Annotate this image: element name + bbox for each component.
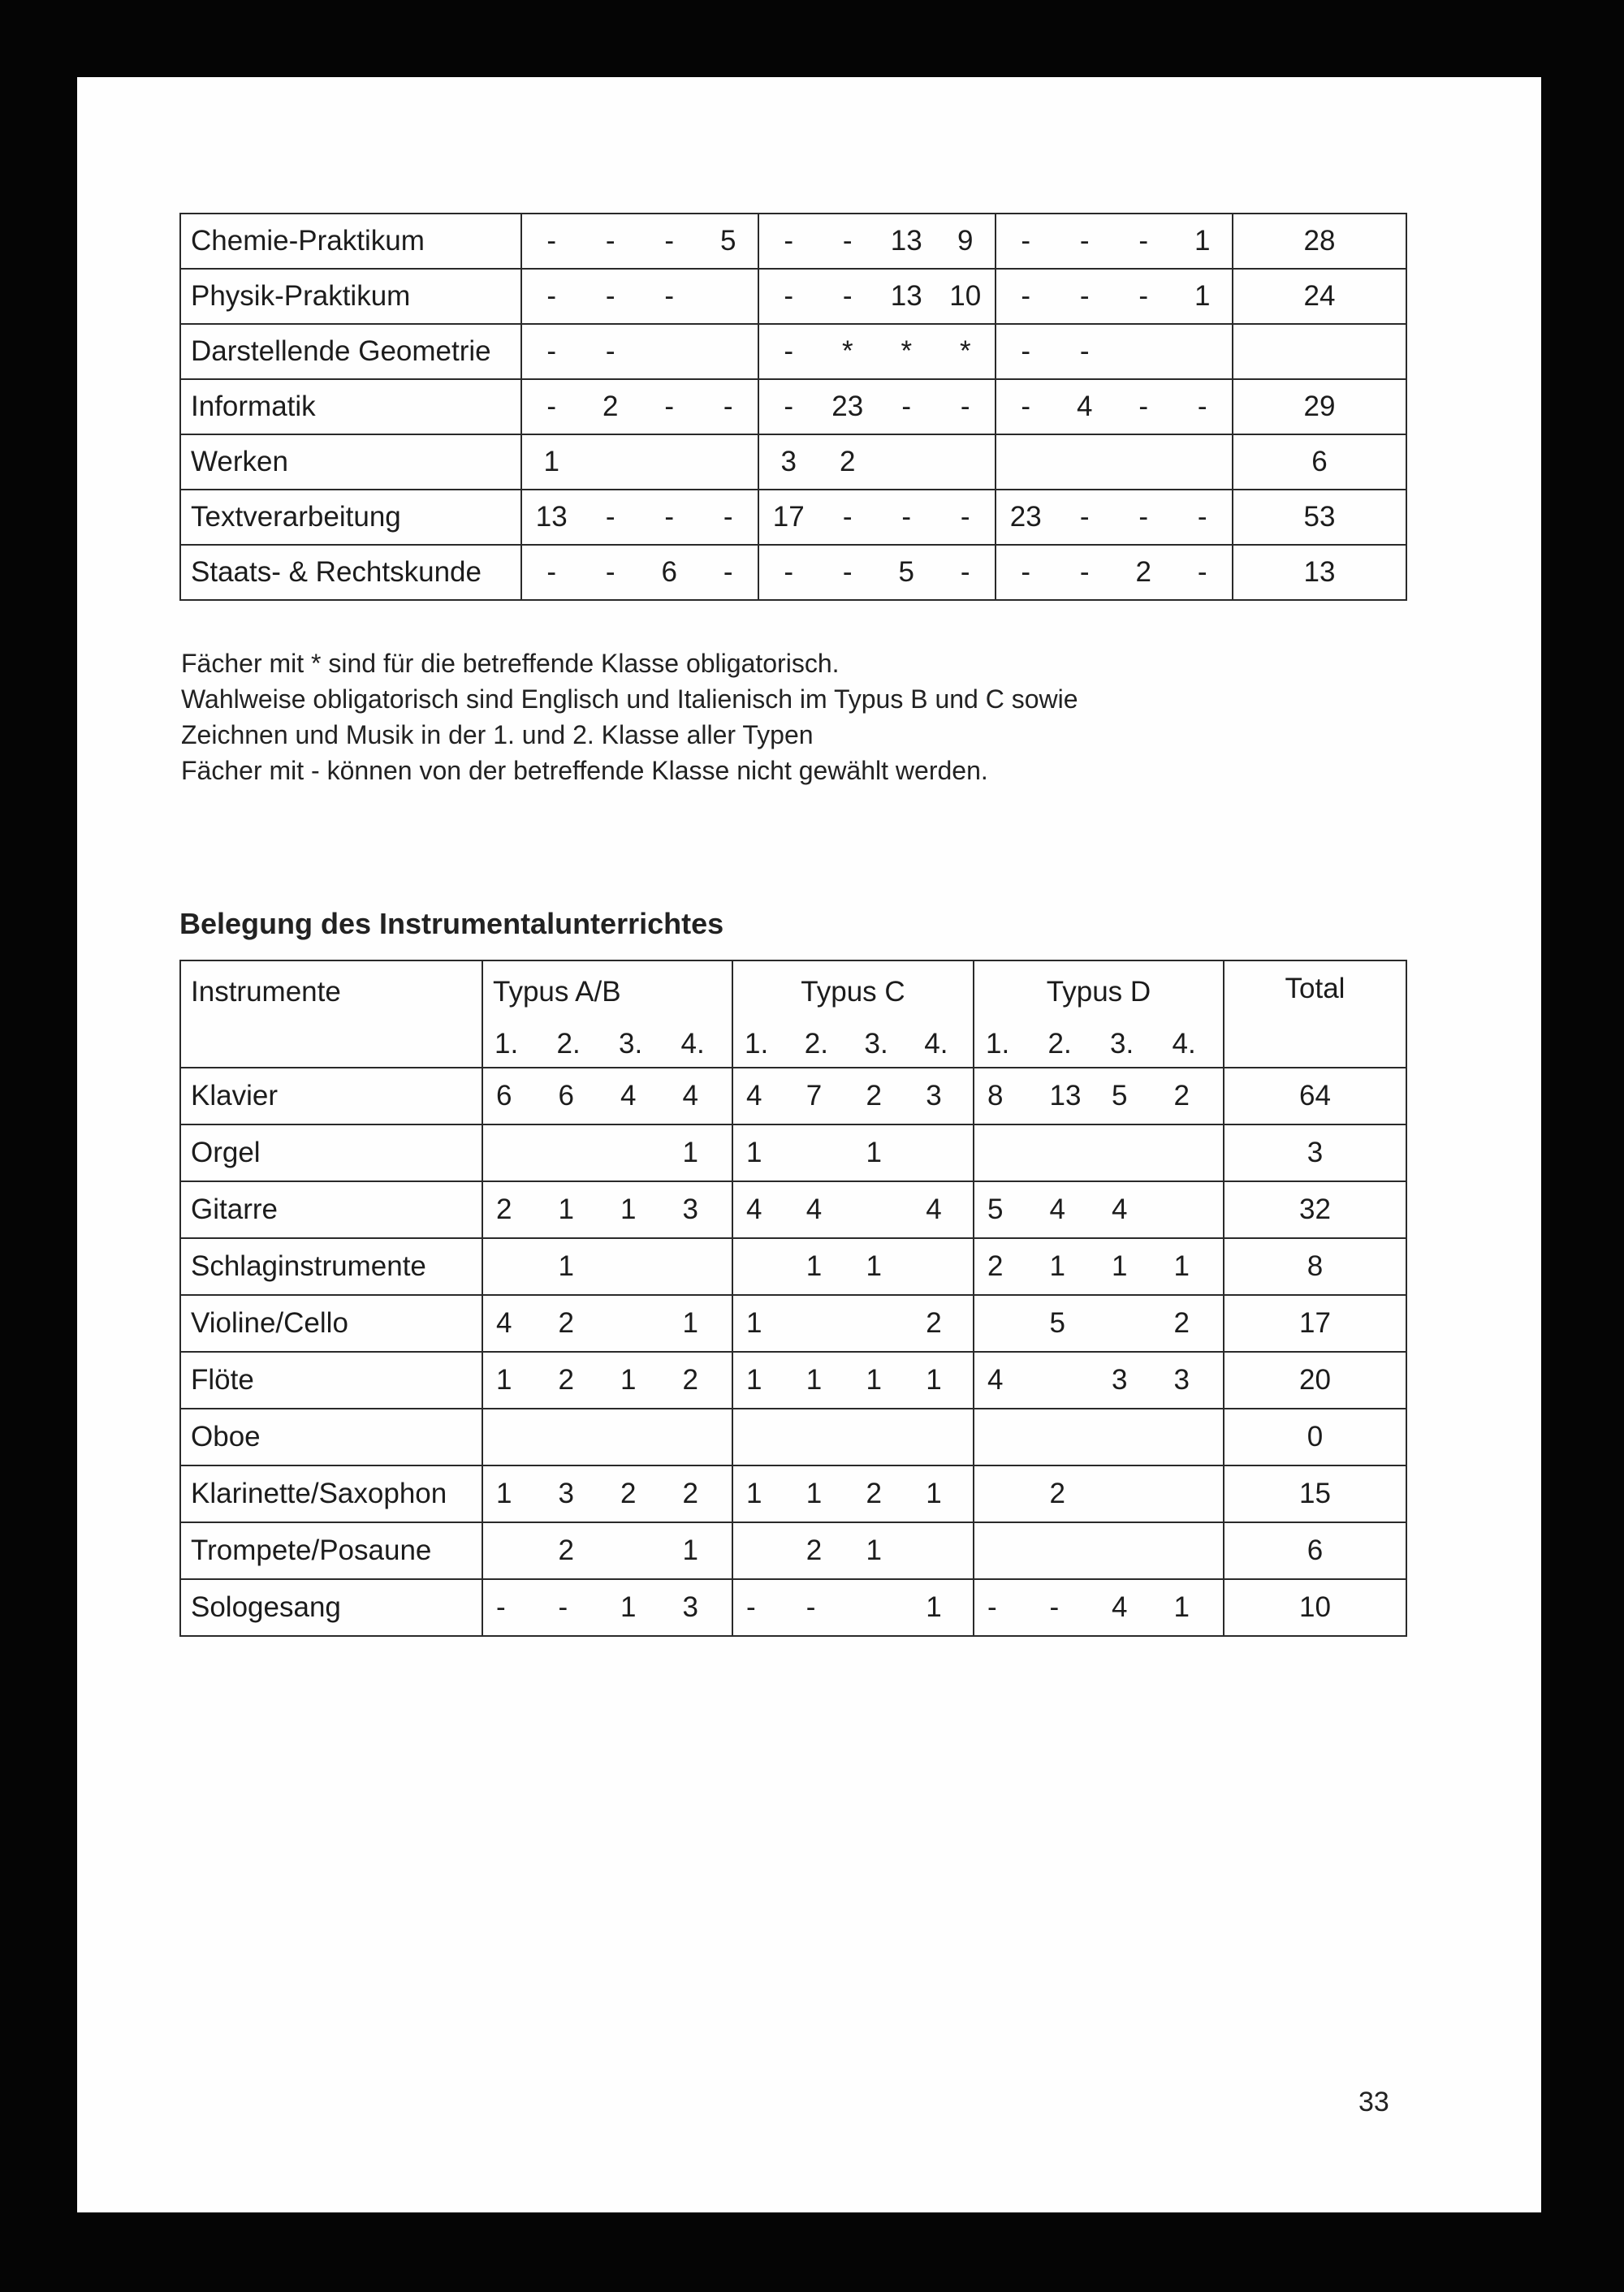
cell-group-typus-c: [758, 269, 996, 324]
row-total: 8: [1224, 1238, 1406, 1295]
cell-group-typus-d: [974, 1352, 1224, 1409]
row-label: Textverarbeitung: [180, 490, 521, 545]
grade-value: 4: [1049, 1193, 1065, 1225]
cell-group-typus-ab: [521, 490, 758, 545]
grade-value: *: [841, 335, 853, 367]
grade-value: 5: [720, 225, 736, 257]
grade-value: 1: [682, 1137, 698, 1168]
grade-value: -: [746, 1591, 756, 1623]
grade-value: -: [664, 501, 675, 533]
grade-value: 1: [620, 1591, 637, 1623]
grade-value: -: [723, 391, 733, 422]
grade-value: 23: [1009, 501, 1042, 533]
row-total: 28: [1233, 214, 1406, 269]
row-total: 20: [1224, 1352, 1406, 1409]
cell-group-typus-ab: [482, 1181, 732, 1238]
grade-value: 4: [1112, 1591, 1128, 1623]
grade-value: 4: [1112, 1193, 1128, 1225]
grade-value: -: [842, 501, 853, 533]
cell-group-typus-c: [732, 1124, 974, 1181]
grade-value: -: [987, 1591, 997, 1623]
grade-value: 3: [1173, 1364, 1190, 1396]
footnote-line: Fächer mit - können von der betreffende Klasse nicht gewählt werden.: [181, 756, 988, 785]
header-grades: [733, 1028, 973, 1060]
grade-value: 13: [890, 280, 922, 312]
table-row: [180, 1181, 1406, 1238]
table-row: [180, 545, 1406, 600]
cell-group-typus-d: [974, 1522, 1224, 1579]
grade-value: 2: [682, 1364, 698, 1396]
table-row: [180, 1124, 1406, 1181]
grade-value: -: [1138, 280, 1149, 312]
cell-group-typus-c: [758, 490, 996, 545]
cell-group-typus-d: [974, 1124, 1224, 1181]
grade-value: -: [901, 501, 912, 533]
cell-group-typus-ab: [482, 1124, 732, 1181]
grade-value: 1: [620, 1364, 637, 1396]
grade-value: 1: [1049, 1250, 1065, 1282]
grade-value: 17: [772, 501, 805, 533]
footnote-line: Fächer mit * sind für die betreffende Klasse obligatorisch.: [181, 649, 840, 678]
row-label: Orgel: [180, 1124, 482, 1181]
cell-group-typus-c: [758, 214, 996, 269]
grade-value: 5: [1112, 1080, 1128, 1111]
row-label: Schlaginstrumente: [180, 1238, 482, 1295]
grade-value: *: [901, 335, 913, 367]
grade-label: 1.: [495, 1028, 519, 1060]
instruments-table: [179, 960, 1407, 1637]
row-total: 17: [1224, 1295, 1406, 1352]
row-total: 13: [1233, 545, 1406, 600]
header-total-label: Total: [1285, 973, 1345, 1004]
row-label: Klavier: [180, 1068, 482, 1124]
table-row: [180, 1238, 1406, 1295]
grade-value: -: [1079, 225, 1090, 257]
grade-value: 2: [558, 1307, 574, 1339]
grade-value: 7: [806, 1080, 823, 1111]
footnote-line: Zeichnen und Musik in der 1. und 2. Klasse aller Typen: [181, 720, 814, 749]
grade-value: -: [784, 225, 794, 257]
grade-value: -: [1197, 556, 1207, 588]
table-row: [180, 490, 1406, 545]
grade-value: -: [960, 501, 970, 533]
grade-value: 1: [926, 1591, 942, 1623]
grade-value: 2: [558, 1534, 574, 1566]
cell-group-typus-d: [996, 379, 1233, 434]
grade-value: -: [842, 225, 853, 257]
grade-value: -: [1021, 556, 1031, 588]
grade-value: 2: [866, 1080, 882, 1111]
grade-value: -: [605, 556, 615, 588]
header-total: [1224, 960, 1406, 1068]
row-label: Physik-Praktikum: [180, 269, 521, 324]
cell-group-typus-ab: [482, 1238, 732, 1295]
grade-value: 2: [1049, 1478, 1065, 1509]
cell-group-typus-d: [996, 269, 1233, 324]
row-total: 6: [1224, 1522, 1406, 1579]
grade-value: 1: [1173, 1250, 1190, 1282]
elective-subjects-table: [179, 213, 1407, 601]
cell-group-typus-ab: [521, 269, 758, 324]
grade-value: 3: [682, 1193, 698, 1225]
row-total: 6: [1233, 434, 1406, 490]
grade-value: -: [901, 391, 912, 422]
grade-value: -: [664, 225, 675, 257]
grade-value: 1: [558, 1193, 574, 1225]
cell-group-typus-d: [974, 1181, 1224, 1238]
row-total: 3: [1224, 1124, 1406, 1181]
grade-value: -: [558, 1591, 568, 1623]
grade-value: 3: [780, 446, 797, 477]
grade-value: -: [1138, 391, 1149, 422]
grade-label: 3.: [864, 1028, 888, 1060]
grade-value: 9: [957, 225, 974, 257]
grade-value: -: [1138, 501, 1149, 533]
grade-value: -: [605, 225, 615, 257]
grade-value: -: [546, 391, 557, 422]
row-label: Sologesang: [180, 1579, 482, 1636]
grade-value: 2: [1173, 1307, 1190, 1339]
cell-group-typus-ab: [521, 214, 758, 269]
table-row: [180, 214, 1406, 269]
row-label: Chemie-Praktikum: [180, 214, 521, 269]
grade-value: -: [605, 280, 615, 312]
grade-value: -: [842, 280, 853, 312]
grade-value: -: [546, 280, 557, 312]
row-total: [1233, 324, 1406, 379]
cell-group-typus-d: [974, 1295, 1224, 1352]
grade-value: 4: [987, 1364, 1004, 1396]
table-row: [180, 324, 1406, 379]
grade-value: -: [784, 335, 794, 367]
row-label: Trompete/Posaune: [180, 1522, 482, 1579]
cell-group-typus-d: [974, 1465, 1224, 1522]
grade-value: 1: [1194, 280, 1211, 312]
grade-value: -: [1021, 280, 1031, 312]
row-total: 64: [1224, 1068, 1406, 1124]
grade-value: 4: [620, 1080, 637, 1111]
cell-group-typus-c: [758, 379, 996, 434]
grade-value: 1: [746, 1137, 762, 1168]
grade-value: -: [784, 280, 794, 312]
table-row: [180, 1522, 1406, 1579]
table-row: [180, 1295, 1406, 1352]
cell-group-typus-d: [996, 214, 1233, 269]
cell-group-typus-c: [732, 1579, 974, 1636]
grade-value: -: [1079, 280, 1090, 312]
row-total: 0: [1224, 1409, 1406, 1465]
grade-value: 1: [496, 1364, 512, 1396]
grade-value: 13: [890, 225, 922, 257]
grade-value: -: [1079, 335, 1090, 367]
row-label: Oboe: [180, 1409, 482, 1465]
cell-group-typus-d: [996, 324, 1233, 379]
grade-value: -: [1079, 501, 1090, 533]
grade-value: 5: [987, 1193, 1004, 1225]
grade-value: -: [1049, 1591, 1060, 1623]
grade-label: 2.: [1047, 1028, 1072, 1060]
cell-group-typus-d: [974, 1579, 1224, 1636]
grade-value: -: [1197, 501, 1207, 533]
grade-value: 5: [1049, 1307, 1065, 1339]
grade-value: -: [784, 391, 794, 422]
grade-value: 1: [682, 1534, 698, 1566]
grade-value: -: [546, 335, 557, 367]
cell-group-typus-c: [732, 1295, 974, 1352]
table-row: [180, 379, 1406, 434]
row-label: Gitarre: [180, 1181, 482, 1238]
grade-value: -: [664, 391, 675, 422]
grade-value: 3: [558, 1478, 574, 1509]
table-row: [180, 1579, 1406, 1636]
grade-value: 2: [806, 1534, 823, 1566]
header-instruments: [180, 960, 482, 1068]
grade-value: -: [1138, 225, 1149, 257]
cell-group-typus-d: [974, 1068, 1224, 1124]
grade-value: -: [723, 501, 733, 533]
grade-label: 2.: [556, 1028, 581, 1060]
cell-group-typus-c: [758, 545, 996, 600]
grade-value: 1: [746, 1364, 762, 1396]
cell-group-typus-c: [732, 1238, 974, 1295]
grade-value: 2: [496, 1193, 512, 1225]
grade-value: 2: [866, 1478, 882, 1509]
cell-group-typus-ab: [482, 1295, 732, 1352]
grade-value: 6: [558, 1080, 574, 1111]
grade-value: 1: [1173, 1591, 1190, 1623]
header-label: Instrumente: [191, 976, 341, 1008]
grade-value: 3: [682, 1591, 698, 1623]
grade-label: 1.: [745, 1028, 769, 1060]
grade-value: 1: [806, 1364, 823, 1396]
grade-value: 1: [866, 1364, 882, 1396]
row-label: Klarinette/Saxophon: [180, 1465, 482, 1522]
grade-value: -: [723, 556, 733, 588]
cell-group-typus-c: [732, 1352, 974, 1409]
cell-group-typus-ab: [482, 1409, 732, 1465]
grade-value: 2: [987, 1250, 1004, 1282]
grade-value: 8: [987, 1080, 1004, 1111]
grade-value: -: [1079, 556, 1090, 588]
grade-value: 2: [1173, 1080, 1190, 1111]
table-row: [180, 1465, 1406, 1522]
header-type-label: Typus D: [1046, 976, 1151, 1008]
grade-value: 4: [926, 1193, 942, 1225]
cell-group-typus-c: [732, 1409, 974, 1465]
grade-value: 4: [746, 1193, 762, 1225]
grade-value: 2: [603, 391, 619, 422]
row-total: 29: [1233, 379, 1406, 434]
cell-group-typus-ab: [521, 434, 758, 490]
grade-value: 1: [543, 446, 559, 477]
grade-value: 1: [1112, 1250, 1128, 1282]
grade-label: 4.: [680, 1028, 705, 1060]
grade-value: 1: [682, 1307, 698, 1339]
grade-value: 1: [806, 1478, 823, 1509]
row-total: 10: [1224, 1579, 1406, 1636]
grade-value: 13: [1049, 1080, 1082, 1111]
row-total: 53: [1233, 490, 1406, 545]
grade-value: 4: [682, 1080, 698, 1111]
header-typus-ab: [482, 960, 732, 1068]
grade-value: 3: [926, 1080, 942, 1111]
grade-value: *: [959, 335, 971, 367]
grade-value: 1: [746, 1478, 762, 1509]
grade-value: 1: [926, 1364, 942, 1396]
grade-value: 4: [746, 1080, 762, 1111]
header-type-label: Typus A/B: [493, 976, 621, 1008]
row-total: 15: [1224, 1465, 1406, 1522]
grade-label: 3.: [619, 1028, 643, 1060]
grade-value: -: [960, 391, 970, 422]
cell-group-typus-ab: [482, 1579, 732, 1636]
grade-value: -: [546, 225, 557, 257]
grade-value: 1: [866, 1250, 882, 1282]
document-page: [77, 77, 1541, 2212]
grade-label: 2.: [804, 1028, 828, 1060]
page-number: 33: [1358, 2087, 1389, 2117]
cell-group-typus-ab: [521, 545, 758, 600]
grade-value: 1: [866, 1137, 882, 1168]
grade-value: 1: [620, 1193, 637, 1225]
grade-value: 5: [898, 556, 914, 588]
header-typus-c: [732, 960, 974, 1068]
cell-group-typus-c: [758, 324, 996, 379]
grade-value: 13: [535, 501, 568, 533]
grade-value: -: [784, 556, 794, 588]
row-label: Informatik: [180, 379, 521, 434]
cell-group-typus-c: [732, 1181, 974, 1238]
header-grades: [974, 1028, 1223, 1060]
grade-value: -: [605, 501, 615, 533]
grade-value: 2: [620, 1478, 637, 1509]
grade-value: -: [1197, 391, 1207, 422]
table-row: [180, 1352, 1406, 1409]
grade-value: 6: [661, 556, 677, 588]
grade-value: 4: [496, 1307, 512, 1339]
grade-value: 1: [926, 1478, 942, 1509]
grade-value: -: [605, 335, 615, 367]
cell-group-typus-c: [732, 1465, 974, 1522]
row-label: Violine/Cello: [180, 1295, 482, 1352]
grade-value: 2: [926, 1307, 942, 1339]
grade-value: -: [1021, 225, 1031, 257]
cell-group-typus-d: [996, 490, 1233, 545]
cell-group-typus-ab: [482, 1522, 732, 1579]
grade-value: 6: [496, 1080, 512, 1111]
row-label: Flöte: [180, 1352, 482, 1409]
cell-group-typus-ab: [482, 1068, 732, 1124]
header-type-label: Typus C: [801, 976, 905, 1008]
grade-label: 3.: [1110, 1028, 1134, 1060]
row-total: 32: [1224, 1181, 1406, 1238]
cell-group-typus-ab: [521, 324, 758, 379]
grade-value: -: [546, 556, 557, 588]
row-label: Werken: [180, 434, 521, 490]
grade-value: 1: [866, 1534, 882, 1566]
footnote-line: Wahlweise obligatorisch sind Englisch und Italienisch im Typus B und C sowie: [181, 684, 1078, 714]
grade-value: 1: [1194, 225, 1211, 257]
grade-value: 2: [682, 1478, 698, 1509]
grade-value: 1: [496, 1478, 512, 1509]
cell-group-typus-c: [732, 1522, 974, 1579]
grade-value: -: [806, 1591, 816, 1623]
grade-label: 4.: [1172, 1028, 1196, 1060]
grade-value: 2: [558, 1364, 574, 1396]
grade-value: 1: [746, 1307, 762, 1339]
grade-value: 3: [1112, 1364, 1128, 1396]
grade-value: 4: [1077, 391, 1093, 422]
cell-group-typus-d: [996, 434, 1233, 490]
table-row: [180, 1409, 1406, 1465]
header-grades: [483, 1028, 732, 1060]
grade-value: -: [1021, 391, 1031, 422]
row-label: Darstellende Geometrie: [180, 324, 521, 379]
cell-group-typus-d: [974, 1238, 1224, 1295]
row-total: 24: [1233, 269, 1406, 324]
grade-value: -: [1021, 335, 1031, 367]
row-label: Staats- & Rechtskunde: [180, 545, 521, 600]
cell-group-typus-ab: [482, 1352, 732, 1409]
table-row: [180, 269, 1406, 324]
grade-value: 2: [840, 446, 856, 477]
cell-group-typus-d: [996, 545, 1233, 600]
table-row: [180, 1068, 1406, 1124]
table-header-row: [180, 960, 1406, 1068]
grade-value: 4: [806, 1193, 823, 1225]
grade-value: 23: [831, 391, 864, 422]
grade-value: 1: [558, 1250, 574, 1282]
footnotes: [181, 645, 1078, 788]
section-title: Belegung des Instrumentalunterrichtes: [179, 907, 724, 940]
grade-value: -: [960, 556, 970, 588]
grade-value: 10: [949, 280, 982, 312]
cell-group-typus-d: [974, 1409, 1224, 1465]
cell-group-typus-ab: [482, 1465, 732, 1522]
grade-label: 1.: [986, 1028, 1010, 1060]
grade-value: -: [842, 556, 853, 588]
cell-group-typus-ab: [521, 379, 758, 434]
header-typus-d: [974, 960, 1224, 1068]
grade-value: -: [496, 1591, 506, 1623]
cell-group-typus-c: [758, 434, 996, 490]
grade-value: 2: [1135, 556, 1151, 588]
cell-group-typus-c: [732, 1068, 974, 1124]
grade-value: -: [664, 280, 675, 312]
grade-value: 1: [806, 1250, 823, 1282]
table-row: [180, 434, 1406, 490]
grade-label: 4.: [924, 1028, 948, 1060]
